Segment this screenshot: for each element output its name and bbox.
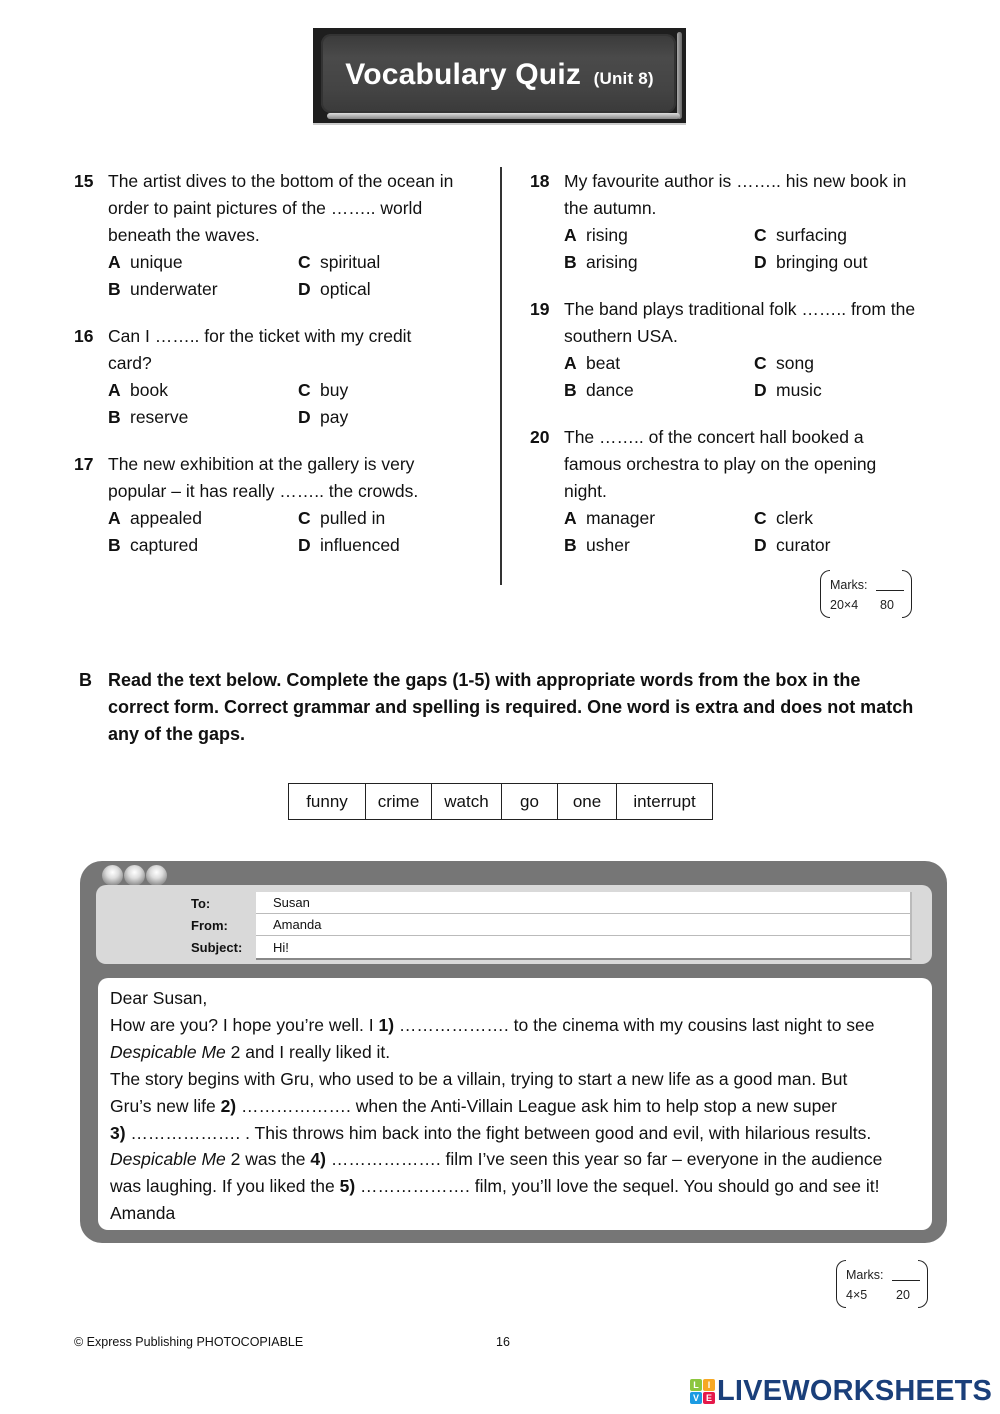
option-b[interactable]	[108, 276, 298, 303]
word-box	[288, 783, 713, 820]
subject-label: Subject:	[191, 939, 243, 955]
option-b[interactable]	[108, 532, 298, 559]
option-text: manager	[586, 508, 656, 528]
option-c[interactable]	[754, 222, 954, 249]
option-letter: D	[298, 407, 311, 427]
banner-shadow	[313, 123, 686, 125]
option-letter: A	[108, 252, 121, 272]
marks-box-b	[836, 1260, 928, 1308]
logo-cell: V	[690, 1392, 702, 1404]
text: and I really liked it.	[240, 1041, 391, 1062]
to-field: Susan	[256, 892, 910, 914]
logo-icon	[690, 1379, 715, 1404]
option-a[interactable]	[108, 505, 298, 532]
score-line[interactable]	[876, 590, 904, 591]
word-crime: crime	[366, 784, 432, 819]
body-line	[110, 1120, 920, 1147]
option-letter: A	[564, 353, 577, 373]
question-18	[530, 168, 940, 276]
option-a[interactable]	[564, 350, 754, 377]
option-text: curator	[776, 535, 831, 555]
subject-field: Hi!	[273, 939, 289, 955]
option-b[interactable]	[564, 249, 754, 276]
text: How are you? I hope you’re well. I	[110, 1014, 379, 1035]
option-text: music	[776, 380, 822, 400]
question-text: The …….. of the concert hall booked a famous orchestra to play on the opening night.	[564, 427, 877, 501]
word-go: go	[502, 784, 558, 819]
column-divider	[500, 167, 502, 585]
word-watch: watch	[432, 784, 502, 819]
option-letter: C	[754, 353, 767, 373]
option-a[interactable]	[108, 249, 298, 276]
option-text: bringing out	[776, 252, 868, 272]
to-label: To:	[191, 895, 211, 911]
film-title: Despicable Me	[110, 1149, 226, 1170]
option-letter: D	[298, 279, 311, 299]
gap-4[interactable]: ………………. film I’ve seen this year so far – everyone in the audience	[325, 1149, 883, 1170]
question-15	[74, 168, 484, 303]
copyright: © Express Publishing PHOTOCOPIABLE	[74, 1335, 304, 1349]
title-banner	[313, 28, 686, 123]
option-text: clerk	[776, 508, 813, 528]
option-letter: B	[564, 535, 577, 555]
option-letter: B	[108, 407, 121, 427]
options	[108, 377, 484, 431]
page-number: 16	[496, 1335, 510, 1349]
title-text: Vocabulary Quiz	[345, 58, 582, 91]
option-letter: C	[298, 252, 311, 272]
options	[108, 249, 484, 303]
logo-cell: L	[690, 1379, 702, 1391]
header-labels	[191, 892, 261, 958]
from-label: From:	[191, 917, 228, 933]
logo-cell: E	[703, 1392, 715, 1404]
gap-5-label: 5)	[339, 1176, 356, 1197]
option-c[interactable]	[754, 505, 954, 532]
brand-name: LIVEWORKSHEETS	[717, 1375, 993, 1407]
option-a[interactable]	[564, 222, 754, 249]
option-a[interactable]	[108, 377, 298, 404]
window-button-icon	[102, 865, 123, 886]
score-line[interactable]	[892, 1280, 920, 1281]
marks-total: 80	[880, 598, 894, 612]
bracket-left	[836, 1260, 846, 1308]
questions-left-column	[74, 168, 484, 579]
option-letter: C	[754, 508, 767, 528]
option-text: buy	[320, 380, 349, 400]
option-text: arising	[586, 252, 638, 272]
option-text: spiritual	[320, 252, 381, 272]
option-text: pulled in	[320, 508, 386, 528]
option-letter: C	[754, 225, 767, 245]
marks-calc: 4×5	[846, 1288, 868, 1302]
marks-calc: 20×4	[830, 598, 859, 612]
option-letter: A	[108, 508, 121, 528]
question-number: 18	[530, 171, 550, 191]
gap-1[interactable]: ………………. to the cinema with my cousins last night to see	[394, 1014, 875, 1035]
options	[564, 350, 940, 404]
gap-3-label: 3)	[110, 1122, 126, 1143]
option-text: pay	[320, 407, 349, 427]
option-d[interactable]	[754, 532, 954, 559]
option-text: rising	[586, 225, 628, 245]
question-number: 16	[74, 326, 94, 346]
option-text: optical	[320, 279, 371, 299]
email-window	[80, 861, 947, 1243]
signoff: Amanda	[110, 1203, 176, 1224]
gap-2[interactable]: ………………. when the Anti-Villain League ask him to help stop a new super	[236, 1095, 837, 1116]
option-d[interactable]	[298, 404, 498, 431]
option-d[interactable]	[754, 377, 954, 404]
option-text: dance	[586, 380, 634, 400]
section-b-instructions	[79, 667, 919, 748]
question-number: 20	[530, 427, 550, 447]
option-letter: D	[754, 380, 767, 400]
body-line	[110, 1173, 920, 1200]
marks-box-a	[820, 570, 912, 618]
window-button-icon	[124, 865, 145, 886]
window-controls	[102, 865, 167, 886]
question-16	[74, 323, 484, 431]
question-text: The new exhibition at the gallery is very popular – it has really …….. the crowds.	[108, 454, 419, 501]
option-text: unique	[130, 252, 183, 272]
gap-5[interactable]: ………………. film, you’ll love the sequel. You should go and see it!	[355, 1176, 880, 1197]
gap-1-label: 1)	[378, 1014, 395, 1035]
option-letter: C	[298, 508, 311, 528]
option-text: beat	[586, 353, 621, 373]
question-number: 19	[530, 299, 550, 319]
option-text: appealed	[130, 508, 203, 528]
gap-4-label: 4)	[310, 1149, 326, 1170]
marks-label: Marks:	[830, 578, 868, 592]
question-text: The band plays traditional folk …….. from the southern USA.	[564, 299, 916, 346]
option-d[interactable]	[298, 532, 498, 559]
options	[564, 505, 940, 559]
email-header	[96, 885, 932, 964]
liveworksheets-logo[interactable]	[690, 1375, 992, 1408]
text: was laughing. If you liked the	[110, 1176, 340, 1197]
page-title	[313, 58, 686, 92]
body-line	[110, 1093, 920, 1120]
option-text: song	[776, 353, 814, 373]
banner-bar	[327, 113, 680, 119]
question-number: 15	[74, 171, 94, 191]
film-title: Despicable Me	[110, 1041, 226, 1062]
body-line	[110, 1012, 920, 1039]
option-text: book	[130, 380, 168, 400]
word-interrupt: interrupt	[633, 791, 696, 811]
questions-right-column	[530, 168, 940, 579]
question-number: 17	[74, 454, 94, 474]
option-text: usher	[586, 535, 630, 555]
option-c[interactable]	[754, 350, 954, 377]
window-button-icon	[146, 865, 167, 886]
bracket-left	[820, 570, 830, 618]
bracket-right	[918, 1260, 928, 1308]
options	[564, 222, 940, 276]
from-field: Amanda	[256, 914, 910, 936]
option-letter: A	[108, 380, 121, 400]
greeting: Dear Susan,	[110, 988, 208, 1008]
option-text: captured	[130, 535, 199, 555]
body-line	[110, 1039, 920, 1066]
title-unit: (Unit 8)	[593, 69, 654, 88]
film-number: 2	[225, 1041, 241, 1062]
option-letter: B	[564, 252, 577, 272]
body-line	[110, 1146, 920, 1173]
marks-label: Marks:	[846, 1268, 884, 1282]
question-17	[74, 451, 484, 559]
email-body	[98, 978, 932, 1230]
option-letter: C	[298, 380, 311, 400]
option-b[interactable]	[564, 377, 754, 404]
option-letter: B	[564, 380, 577, 400]
option-text: influenced	[320, 535, 400, 555]
option-letter: D	[298, 535, 311, 555]
question-text: My favourite author is …….. his new book in the autumn.	[564, 171, 907, 218]
option-b[interactable]	[564, 532, 754, 559]
question-19	[530, 296, 940, 404]
option-letter: A	[564, 508, 577, 528]
option-letter: B	[108, 279, 121, 299]
option-text: surfacing	[776, 225, 848, 245]
option-letter: A	[564, 225, 577, 245]
body-line: The story begins with Gru, who used to be a villain, trying to start a new life as a good man. But	[110, 1068, 848, 1089]
section-letter: B	[79, 670, 92, 690]
option-c[interactable]	[298, 377, 498, 404]
option-a[interactable]	[564, 505, 754, 532]
bracket-right	[902, 570, 912, 618]
option-text: reserve	[130, 407, 189, 427]
option-letter: B	[108, 535, 121, 555]
option-d[interactable]	[754, 249, 954, 276]
option-letter: D	[754, 252, 767, 272]
instruction-text: Read the text below. Complete the gaps (1-5) with appropriate words from the box in the correct form. Correct grammar and spelling is required. One word is extra and does not match any of the gaps.	[108, 670, 914, 744]
option-text: underwater	[130, 279, 218, 299]
question-text: Can I …….. for the ticket with my credit card?	[108, 326, 412, 373]
option-letter: D	[754, 535, 767, 555]
option-c[interactable]	[298, 249, 498, 276]
option-d[interactable]	[298, 276, 498, 303]
text: was the	[240, 1149, 311, 1170]
text: Gru’s new life	[110, 1095, 221, 1116]
option-c[interactable]	[298, 505, 498, 532]
gap-2-label: 2)	[220, 1095, 237, 1116]
question-text: The artist dives to the bottom of the ocean in order to paint pictures of the …….. world beneath the waves.	[108, 171, 454, 245]
header-fields	[256, 892, 912, 960]
film-number: 2	[225, 1149, 241, 1170]
logo-cell: I	[703, 1379, 715, 1391]
word-one: one	[558, 784, 617, 819]
option-b[interactable]	[108, 404, 298, 431]
question-20	[530, 424, 940, 559]
word-funny: funny	[289, 784, 366, 819]
options	[108, 505, 484, 559]
gap-3[interactable]: ………………. . This throws him back into the fight between good and evil, with hilarious results.	[125, 1122, 872, 1143]
marks-total: 20	[896, 1288, 910, 1302]
